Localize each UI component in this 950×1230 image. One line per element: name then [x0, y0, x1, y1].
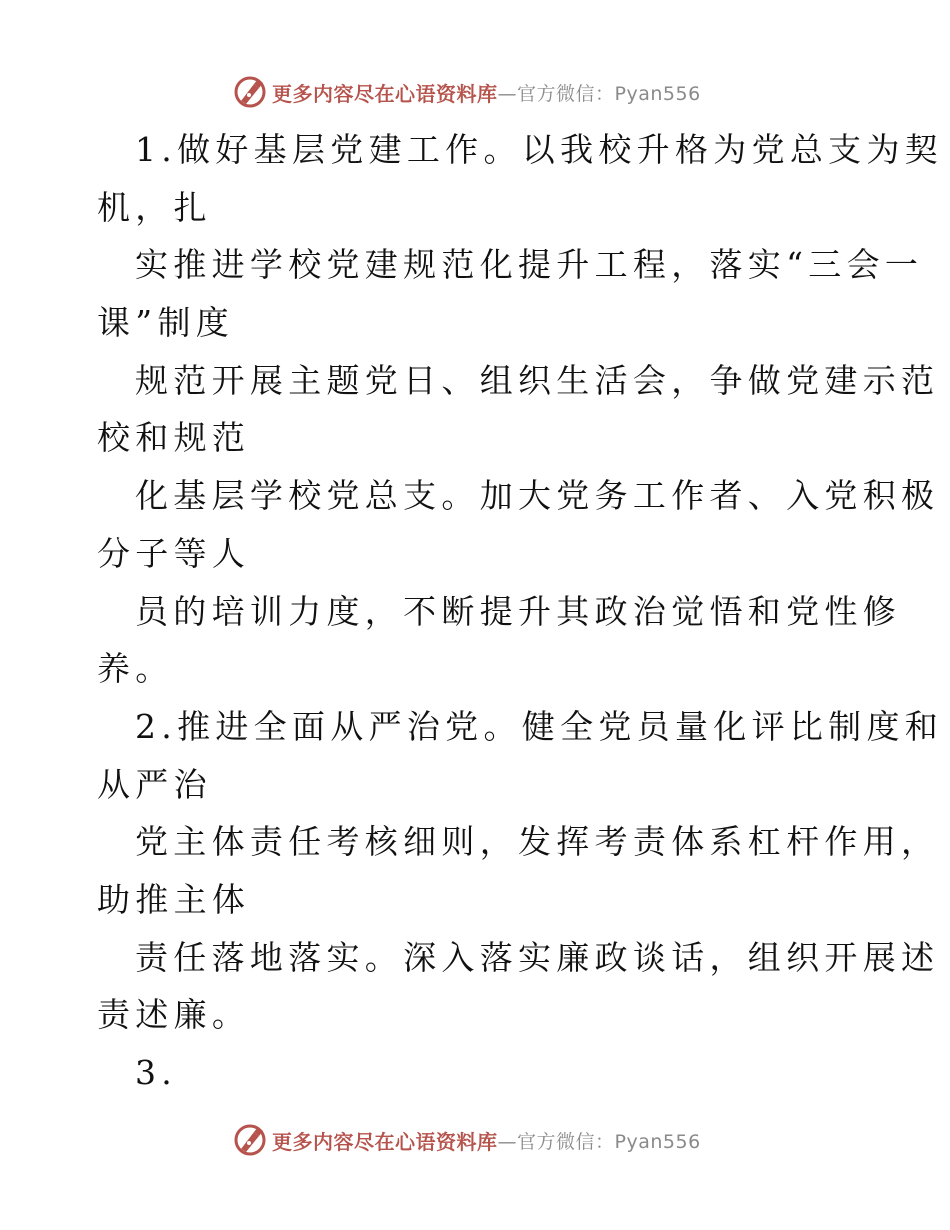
wechat-text: —官方微信：Pyan556 [497, 1130, 701, 1153]
header-banner [232, 72, 701, 112]
paragraph-line: 责述廉。 [97, 995, 251, 1035]
footer-banner [232, 1120, 701, 1160]
paragraph-line: 助推主体 [97, 879, 251, 919]
brand-text: 更多内容尽在心语资料库 [272, 81, 498, 106]
paragraph-line: 化基层学校党总支。加大党务工作者、入党积极 [135, 476, 940, 516]
pen-nib-circle-icon [232, 1122, 268, 1158]
paragraph-line: 养。 [97, 649, 174, 689]
brand-text: 更多内容尽在心语资料库 [272, 1129, 498, 1154]
paragraph-line: 员的培训力度，不断提升其政治觉悟和党性修 [135, 591, 901, 631]
paragraph-line: 分子等人 [97, 533, 251, 573]
paragraph-line: 责任落地落实。深入落实廉政谈话，组织开展述 [135, 937, 940, 977]
paragraph-line: 课”制度 [97, 303, 235, 343]
body-text [97, 121, 944, 1102]
paragraph-line: 校和规范 [97, 418, 251, 458]
pen-nib-circle-icon [232, 74, 268, 110]
paragraph-line: 1.做好基层党建工作。以我校升格为党总支为契 [135, 130, 944, 169]
paragraph-line: 实推进学校党建规范化提升工程，落实“三会一 [135, 245, 924, 285]
paragraph-line: 3. [135, 1053, 178, 1092]
paragraph-line: 2.推进全面从严治党。健全党员量化评比制度和 [135, 706, 944, 746]
paragraph-line: 机，扎 [97, 187, 212, 227]
wechat-text: —官方微信：Pyan556 [497, 82, 701, 105]
paragraph-line: 党主体责任考核细则，发挥考责体系杠杆作用， [135, 822, 940, 862]
paragraph-line: 从严治 [97, 764, 212, 804]
paragraph-line: 规范开展主题党日、组织生活会，争做党建示范 [135, 360, 940, 400]
